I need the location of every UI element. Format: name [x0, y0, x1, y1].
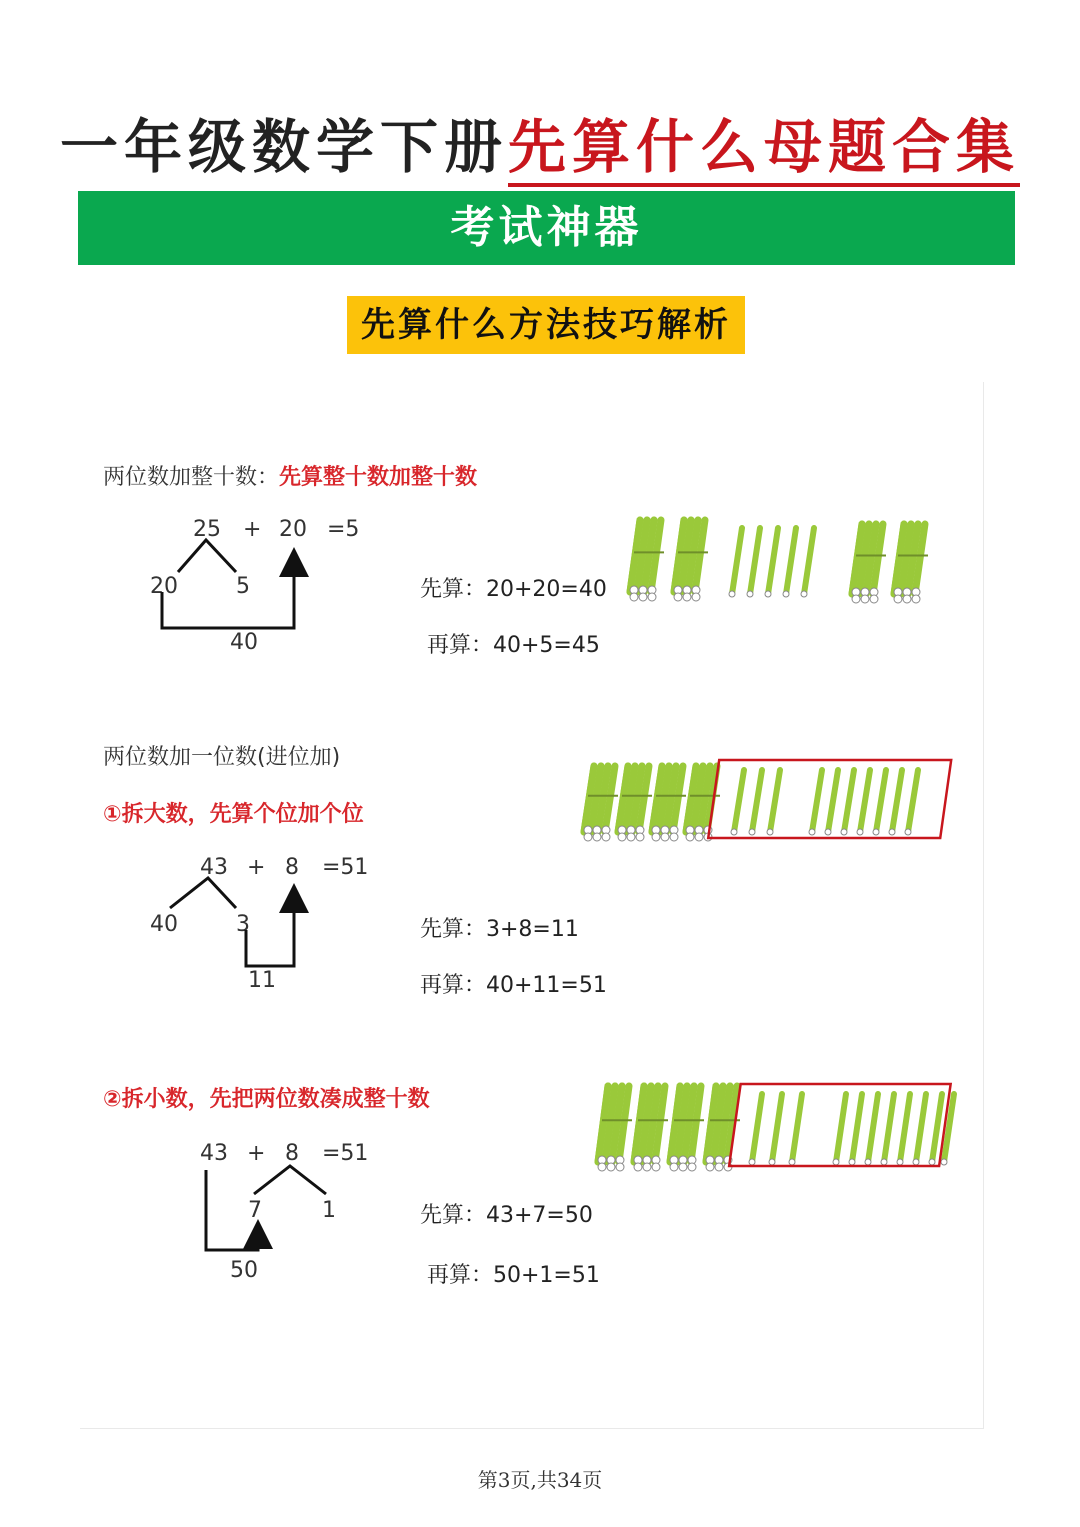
stick-bundle: [674, 520, 708, 601]
section3-method: ②拆小数，先把两位数凑成整十数: [103, 1087, 430, 1112]
stick-bundle: [618, 766, 652, 841]
single-stick: [841, 770, 854, 835]
s1-split-right: 5: [236, 574, 250, 599]
single-stick: [833, 1094, 846, 1165]
section1-heading-black: 两位数加整十数：: [103, 465, 280, 490]
single-stick: [849, 1094, 862, 1165]
subtitle-text: 先算什么方法技巧解析: [361, 305, 731, 345]
stick-bundle: [634, 1086, 668, 1171]
s2-eq-plus: +: [247, 855, 266, 880]
s2-step1: 先算：3+8=11: [420, 917, 579, 942]
s3-step2: 再算：50+1=51: [427, 1263, 600, 1288]
s3-split-diagram: [206, 1166, 326, 1250]
s2-sum: 11: [248, 968, 276, 993]
stick-bundle: [630, 520, 664, 601]
single-stick: [789, 1094, 802, 1165]
stick-bundle: [894, 524, 928, 603]
s2-split-diagram: [170, 878, 294, 966]
single-stick: [765, 528, 778, 597]
s3-eq-result: =51: [322, 1141, 369, 1166]
stick-bundle: [686, 766, 720, 841]
single-stick: [769, 1094, 782, 1165]
single-stick: [865, 1094, 878, 1165]
stick-bundle: [670, 1086, 704, 1171]
single-stick: [881, 1094, 894, 1165]
single-stick: [825, 770, 838, 835]
banner-text: 考试神器: [450, 202, 643, 253]
single-stick: [767, 770, 780, 835]
stick-bundle: [598, 1086, 632, 1171]
single-stick: [749, 770, 762, 835]
page-number: 第3页,共34页: [477, 1468, 603, 1492]
s2-step2: 再算：40+11=51: [420, 973, 607, 998]
s1-sum: 40: [230, 630, 258, 655]
s3-eq-a: 43: [200, 1141, 228, 1166]
s1-step1: 先算：20+20=40: [420, 577, 607, 602]
s1-split-left: 20: [150, 574, 178, 599]
stick-bundle: [852, 524, 886, 603]
single-stick: [897, 1094, 910, 1165]
single-stick: [857, 770, 870, 835]
stick-bundle: [652, 766, 686, 841]
s2-eq-result: =51: [322, 855, 369, 880]
s3-split-left: 7: [248, 1198, 262, 1223]
single-stick: [905, 770, 918, 835]
s1-step2: 再算：40+5=45: [427, 633, 600, 658]
s3-eq-b: 8: [285, 1141, 299, 1166]
single-stick: [747, 528, 760, 597]
single-stick: [873, 770, 886, 835]
section1-heading-red: 先算整十数加整十数: [279, 465, 478, 490]
s3-step1: 先算：43+7=50: [420, 1203, 593, 1228]
single-stick: [913, 1094, 926, 1165]
title-black: 一年级数学下册: [59, 113, 508, 181]
section2-heading: 两位数加一位数(进位加): [103, 745, 341, 770]
s1-eq-b: 20: [279, 517, 307, 542]
s1-eq-a: 25: [193, 517, 221, 542]
single-stick: [809, 770, 822, 835]
s1-stick-illustration: [630, 520, 928, 603]
s1-split-diagram: [162, 540, 294, 628]
s3-stick-illustration: [598, 1086, 954, 1171]
s2-eq-b: 8: [285, 855, 299, 880]
s3-eq-plus: +: [247, 1141, 266, 1166]
s3-sum: 50: [230, 1258, 258, 1283]
single-stick: [889, 770, 902, 835]
single-stick: [731, 770, 744, 835]
s2-split-right: 3: [236, 912, 250, 937]
single-stick: [729, 528, 742, 597]
single-stick: [783, 528, 796, 597]
s1-eq-result: =5: [327, 517, 360, 542]
s2-stick-illustration: [584, 766, 918, 841]
single-stick: [801, 528, 814, 597]
single-stick: [749, 1094, 762, 1165]
s2-split-left: 40: [150, 912, 178, 937]
stick-bundle: [584, 766, 618, 841]
s2-eq-a: 43: [200, 855, 228, 880]
title-red: 先算什么母题合集: [508, 113, 1020, 187]
section2-method: ①拆大数，先算个位加个位: [103, 802, 364, 827]
s3-split-right: 1: [322, 1198, 336, 1223]
s1-eq-plus: +: [243, 517, 262, 542]
